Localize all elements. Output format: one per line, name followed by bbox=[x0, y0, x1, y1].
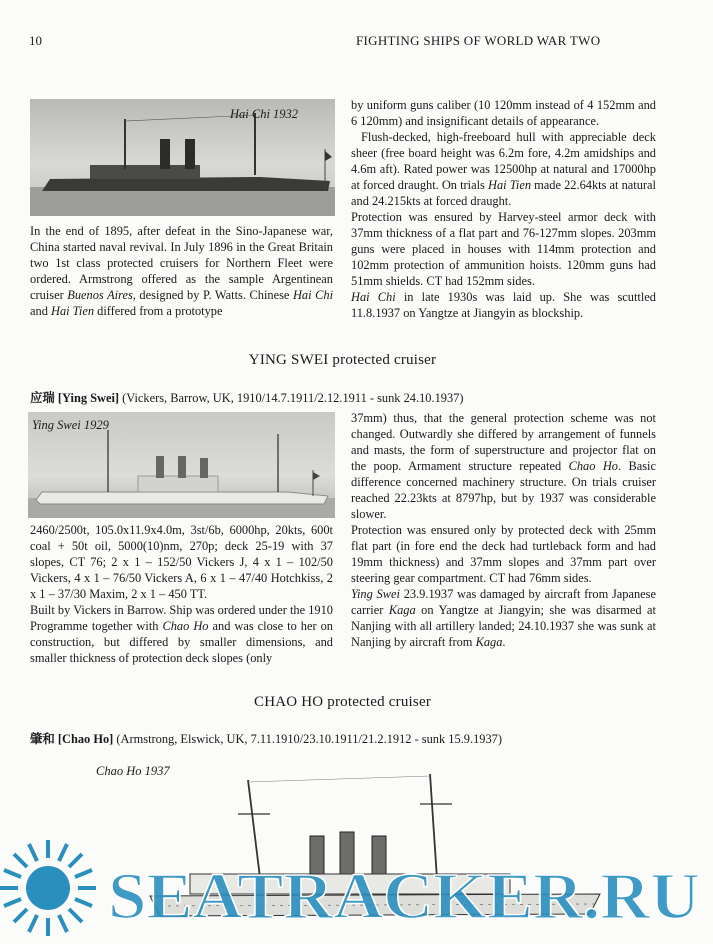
chao-ho-section-title: CHAO HO protected cruiser bbox=[253, 694, 432, 710]
hai-chi-left-column bbox=[30, 223, 333, 319]
ying-swei-photo-caption: Ying Swei 1929 bbox=[32, 418, 109, 432]
hai-chi-intro-paragraph: In the end of 1895, after defeat in the Sino-Japanese war, China started naval revival. In July 1896 in the Great Britain two 1st class protected cruisers for Northern Fleet were ordered. Armstrong offered as the sample Argentinean cruiser Buenos Aires, designed by P. Watts. Chinese Hai Chi and Hai Tien differed from a prototype bbox=[30, 224, 334, 318]
ying-swei-specs: 2460/2500t, 105.0x11.9x4.0m, 3st/6b, 6000hp, 20kts, 600t coal + 50t oil, 5000(10)nm, 270p; deck 25-19 with 37 slopes, CT 76; 2 x 1 – 152/50 Vickers J, 4 x 1 – 102/50 Vickers, 4 x 1 – 76/50 Vickers A, 6 x 1 – 47/40 Hotchkiss, 2 x 1 – 37/30 Maxim, 2 x 1 – 450 TT. bbox=[30, 523, 333, 601]
hai-chi-photo-caption: Hai Chi 1932 bbox=[230, 107, 299, 121]
chao-ho-drawing-caption: Chao Ho 1937 bbox=[96, 764, 170, 778]
chao-ho-name-line: 肇和 [Chao Ho] (Armstrong, Elswick, UK, 7.11.1910/23.10.1911/21.2.1912 - sunk 15.9.1937) bbox=[30, 732, 502, 746]
ying-swei-right-column bbox=[351, 410, 656, 650]
watermark-text: SEATRACKER.RU bbox=[108, 860, 700, 933]
ying-swei-name-line: 应瑞 [Ying Swei] (Vickers, Barrow, UK, 1910/14.7.1911/2.12.1911 - sunk 24.10.1937) bbox=[30, 391, 464, 405]
ying-swei-photo bbox=[28, 412, 335, 518]
hai-chi-text-p1: by uniform guns caliber (10 120mm instead of 4 152mm and 6 120mm) and insignificant details of appearance. bbox=[351, 98, 656, 128]
running-title: FIGHTING SHIPS OF WORLD WAR TWO bbox=[356, 33, 601, 48]
ying-swei-history-p1: Built by Vickers in Barrow. Ship was ordered under the 1910 Programme together with Chao Ho and was close to her on construction, but differed by smaller dimensions, and smaller thickness of protection deck slopes (only bbox=[30, 603, 334, 665]
seatracker-watermark bbox=[0, 830, 713, 944]
ying-swei-left-column bbox=[30, 522, 333, 666]
ying-swei-text-p2: Protection was ensured only by protected deck with 25mm flat part (in fore end the deck had turtleback form and had 19mm thickness) and 37mm slopes and 37mm part over steering gear compartment. CT had 76mm sides. bbox=[351, 523, 656, 585]
ying-swei-section-title: YING SWEI protected cruiser bbox=[248, 352, 437, 368]
ying-swei-text-p1: 37mm) thus, that the general protection scheme was not changed. Outwardly she differed by arrangement of funnels and masts, the form of superstructure and projector flat on the poop. Armament structure repeated Chao Ho. Basic difference concerned machinery structure. On trials cruiser reached 22.23kts at 8797hp, but by 1937 was considerable slower. bbox=[351, 411, 656, 521]
hai-chi-right-column bbox=[351, 97, 656, 321]
hai-chi-photo bbox=[30, 99, 335, 216]
ying-swei-text-p3: Ying Swei 23.9.1937 was damaged by aircraft from Japanese carrier Kaga on Yangtze at Jiangyin; she was disarmed at Nanjing with all artillery landed; 24.10.1937 she was sunk at Nanjing by aircraft from Kaga. bbox=[351, 587, 656, 649]
hai-chi-text-p3: Protection was ensured by Harvey-steel armor deck with 37mm thickness of a flat part and 76-127mm slopes. 203mm guns were placed in houses with 114mm protection and 102mm protection of ammunition hoists. 120mm guns had 51mm shields. CT had 152mm sides. bbox=[351, 210, 656, 288]
hai-chi-text-p4: Hai Chi in late 1930s was laid up. She was scuttled 11.8.1937 on Yangtze at Jiangyin as blockship. bbox=[351, 290, 656, 320]
hai-chi-text-p2: Flush-decked, high-freeboard hull with appreciable deck sheer (free board height was 6.2m fore, 4.2m amidships and 4.6m aft). Rated power was 12500hp at natural and 17000hp at forced draught. On trials Hai Tien made 22.64kts at natural and 24.215kts at forced draught. bbox=[351, 130, 656, 208]
sun-logo-icon bbox=[0, 840, 96, 936]
page-number: 10 bbox=[29, 33, 42, 48]
